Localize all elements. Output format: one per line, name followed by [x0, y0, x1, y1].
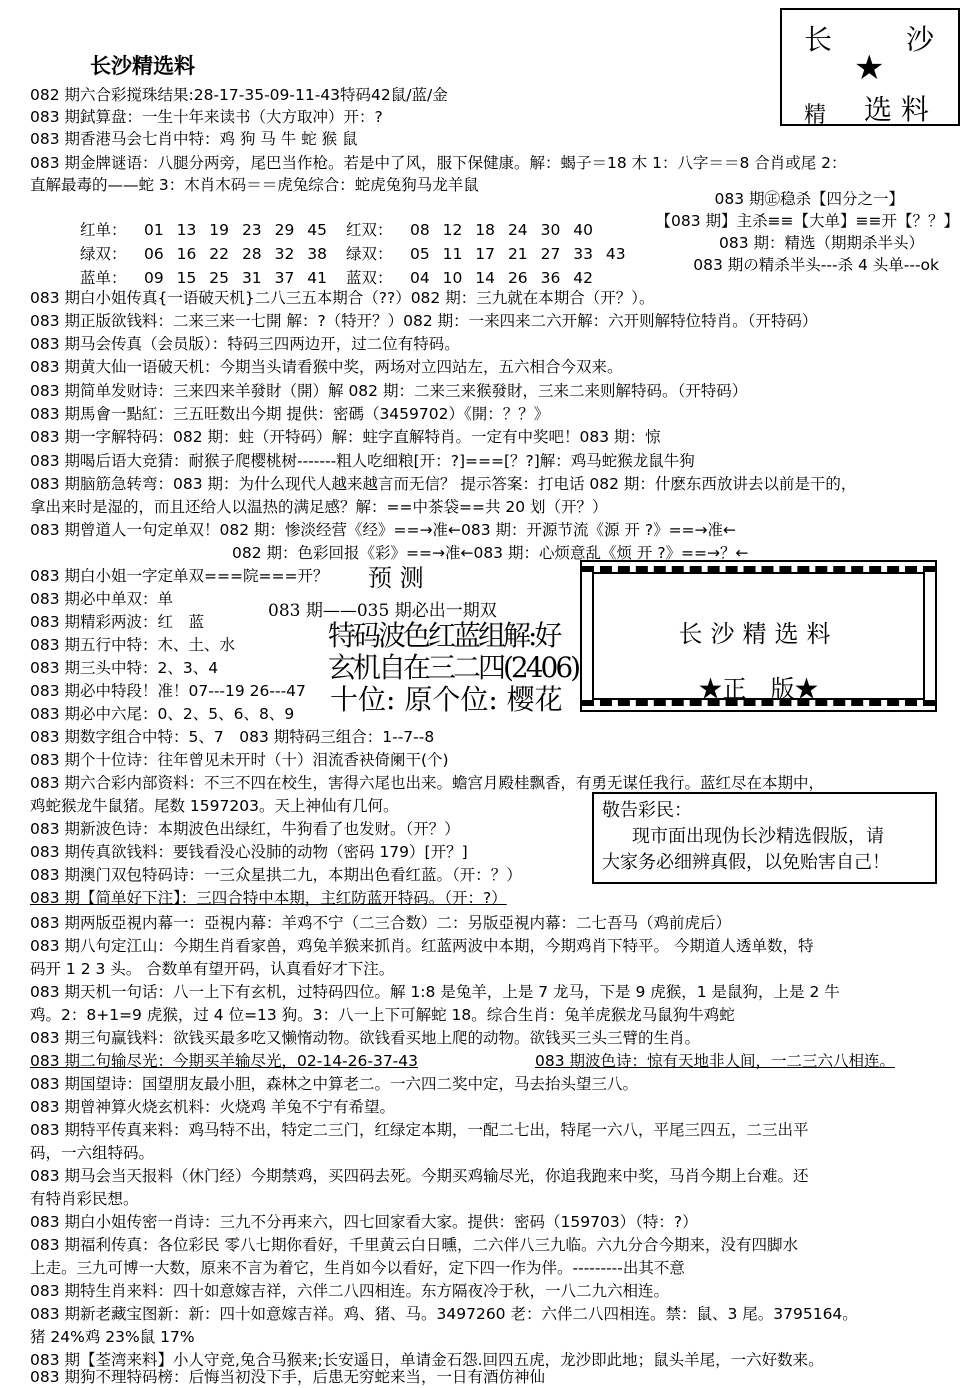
text-line: 083 期六合彩内部资料：不三不四在校生，害得六尾也出来。蟾宫月殿桂飘香，有勇无谋任我行。蓝红尽在本期中， [30, 774, 825, 792]
dual-line-right: 083 期波色诗：惊有天地非人间，一二三六八相连。 [535, 1052, 896, 1070]
text-line: 码，一六组特码。 [30, 1144, 155, 1162]
predict-line: 十位: 原个位: 樱花 [330, 683, 563, 716]
text-line: 083 期五行中特：木、土、水 [30, 636, 236, 654]
color-numbers: 08 12 18 24 30 40 [410, 221, 593, 239]
text-line: 083 期必中单双：单 [30, 590, 174, 608]
warning-box [592, 792, 937, 884]
color-label: 红双： [346, 221, 393, 239]
text-line: 083 期新波色诗：本期波色出绿红，牛狗看了也发财。（开？） [30, 820, 460, 838]
frame-title: 长沙精选料 [678, 620, 839, 648]
text-line: 鸡蛇猴龙牛鼠猪。尾数 1597203。天上神仙有几何。 [30, 797, 399, 815]
text-line: 083 期数字组合中特：5、7 083 期特码三组合：1--7--8 [30, 728, 435, 746]
text-line: 有特肖彩民想。 [30, 1190, 139, 1208]
text-line: 083 期两版亞視内幕一：亞視内幕：羊鸡不宁（二三合数）二：另版亞視内幕：二七吾马（鸡前虎后） [30, 914, 732, 932]
star-icon: ★ [854, 48, 885, 88]
warning-body: 大家务必细辨真假，以免贻害自己！ [602, 852, 890, 873]
color-numbers: 01 13 19 23 29 45 [144, 221, 327, 239]
color-numbers: 05 11 17 21 27 33 43 [410, 245, 626, 263]
text-line: 082 期：色彩回报《彩》==→准←083 期：心烦意乱《烦 开 ?》==→？← [232, 544, 749, 562]
logo-char-bottom-left: 精 [804, 103, 827, 128]
text-line: 083 期曾道人一句定单双！082 期：惨淡经营《经》==→准←083 期：开源节流《源 开 ?》==→准← [30, 521, 737, 539]
predict-line: 083 期——035 期必出一期双 [268, 601, 497, 621]
text-line: 083 期新老藏宝图新：新：四十如意嫁吉祥。鸡、猪、马。3497260 老：六伴二八四相连。禁：鼠、3 尾。3795164。 [30, 1305, 858, 1323]
color-label: 绿双： [80, 245, 127, 263]
text-line: 083 期八句定江山：今期生肖看家兽，鸡兔羊猴来抓肖。红蓝两波中本期，今期鸡肖下特平。 今期道人透单数，特 [30, 937, 814, 955]
text-line: 上走。三九可博一大数，原来不言为着它，生肖如今以看好，定下四一作为伴。---------出其不意 [30, 1259, 685, 1277]
text-line: 083 期特生肖来料：四十如意嫁吉祥，六伴二八四相连。东方隔夜冷于秋，一八二九六相连。 [30, 1282, 670, 1300]
text-line: 083 期喝后语大竞猜：耐猴子爬樱桃树-------粗人吃细粮[开：?]===[？?]解：鸡马蛇猴龙鼠牛狗 [30, 452, 695, 470]
kill-line: 083 期の精杀半头---杀 4 头单---ok [693, 256, 939, 274]
warning-title: 敬告彩民： [602, 800, 692, 821]
text-line: 083 期必中六尾：0、2、5、6、8、9 [30, 705, 295, 723]
text-line: 083 期马会当天报料（休门经）今期禁鸡，买四码去死。今期买鸡输尽光，你追我跑来中奖，马肖今期上台难。还 [30, 1167, 809, 1185]
logo-char-bottom-right: 选 料 [864, 93, 929, 126]
text-line: 083 期精彩两波：红 蓝 [30, 613, 205, 631]
text-line: 083 期白小姐传真{一语破天机}二八三五本期合（??）082 期：三九就在本期合（开？）。 [30, 289, 655, 307]
color-label: 红单： [80, 221, 127, 239]
text-line: 083 期【荃湾来料】小人守竞,兔合马猴来;长安遥日，单请金石怨.回四五虎，龙沙即此地；鼠头羊尾，一六好数来。 [30, 1351, 824, 1369]
frame-subtitle [594, 669, 923, 704]
kill-line: 083 期㊣稳杀【四分之一】 [714, 190, 904, 208]
color-numbers: 06 16 22 28 32 38 [144, 245, 327, 263]
text-line: 083 期传真欲钱料：要钱看没心没肺的动物（密码 179）[开？] [30, 843, 468, 861]
brand-frame [580, 560, 937, 712]
text-line: 083 期鉽算盘：一生十年来读书（大方取冲）开：? [30, 108, 383, 126]
text-line: 083 期脑筋急转弯：083 期：为什么现代人越来越言而无信？ 提示答案：打电话 082 期：什麽东西放讲去以前是干的， [30, 475, 857, 493]
star-icon: ★ [698, 675, 723, 703]
text-line: 083 期金牌谜语：八腿分两旁，尾巴当作枪。若是中了风，服下保健康。解：蝎子＝18 木 1：八字＝＝8 合肖或尾 2： [30, 154, 847, 172]
page-title: 长沙精选料 [90, 54, 195, 78]
text-line: 083 期简单发财诗：三来四来羊發財（開）解 082 期：二来三来猴發財，三来二来则解特码。（开特码） [30, 382, 748, 400]
logo-char-top-right: 沙 [906, 23, 935, 56]
star-icon: ★ [794, 675, 819, 703]
dual-line-left: 083 期二句输尽光：今期买羊输尽光，02-14-26-37-43 [30, 1052, 419, 1070]
text-line: 鸡。2：8+1=9 虎猴，过 4 位=13 狗。3：八一上下可解蛇 18。综合生肖：兔羊虎猴龙马鼠狗牛鸡蛇 [30, 1006, 735, 1024]
text-line: 083 期马会传真（会员版）：特码三四两边开，过二位有特码。 [30, 335, 460, 353]
text-line: 083 期必中特段！准！07---19 26---47 [30, 682, 306, 700]
warning-body: 现市面出现伪长沙精选假版，请 [632, 826, 884, 847]
color-numbers: 09 15 25 31 37 41 [144, 269, 327, 287]
text-line: 083 期三头中特：2、3、4 [30, 659, 219, 677]
kill-line: 【083 期】主杀≡≡【大单】≡≡开【？？】 [655, 212, 959, 230]
text-line: 083 期馬會一點紅：三五旺数出今期 提供：密碼（3459702）《開：？？》 [30, 405, 550, 423]
logo-box [780, 8, 960, 126]
text-line: 猪 24%鸡 23%鼠 17% [30, 1328, 195, 1346]
text-line: 083 期个十位诗：往年曾见未开时（十）泪流香袂倚阑干(个) [30, 751, 449, 769]
color-label: 蓝单： [80, 269, 127, 287]
text-line: 码开 1 2 3 头。 合数单有望开码，认真看好才下注。 [30, 960, 395, 978]
color-grid-right [346, 218, 626, 290]
text-line: 083 期白小姐传密一肖诗：三九不分再来六，四七回家看大家。提供：密码（159703）（特：?） [30, 1213, 698, 1231]
frame-sub-text: 正 版 [722, 675, 795, 703]
predict-line: 特码波色红蓝组解:好 [328, 619, 560, 652]
predict-title: 预 测 [368, 564, 424, 592]
text-line: 直解最毒的——蛇 3：木肖木码＝＝虎兔综合：蛇虎兔狗马龙羊鼠 [30, 176, 479, 194]
color-label: 绿双： [346, 245, 393, 263]
text-line: 083 期香港马会七肖中特：鸡 狗 马 牛 蛇 猴 鼠 [30, 130, 358, 148]
text-line: 083 期曾神算火烧玄机料：火烧鸡 羊兔不宁有希望。 [30, 1098, 395, 1116]
text-line: 083 期三句赢钱料：欲钱买最多吃又懒惰动物。欲钱看买地上爬的动物。欲钱买三头三臂的生肖。 [30, 1029, 701, 1047]
kill-box [656, 188, 959, 276]
color-label: 蓝双： [346, 269, 393, 287]
simple-bet-line: 083 期【简单好下注】：三四合特中本期，主红防蓝开特码。（开：?） [30, 889, 507, 907]
text-line: 083 期正版欲钱料：二来三来一七開 解：?（特开？）082 期：一来四来二六开解：六开则解特位特肖。（开特码） [30, 312, 818, 330]
kill-line: 083 期：精选（期期杀半头） [718, 234, 924, 252]
frame-inner [592, 572, 925, 703]
predict-line: 玄机自在三二四(2406) [328, 651, 579, 684]
text-line: 083 期天机一句话：八一上下有玄机，过特码四位。解 1:8 是兔羊，上是 7 龙马，下是 9 虎猴，1 是鼠狗，上是 2 牛 [30, 983, 840, 1001]
color-numbers: 04 10 14 26 36 42 [410, 269, 593, 287]
color-grid-left [80, 218, 327, 290]
text-line: 083 期一字解特码：082 期：蛀（开特码）解：蛀字直解特肖。一定有中奖吧！083 期：惊 [30, 428, 661, 446]
text-line: 083 期国望诗：国望朋友最小胆，森林之中算老二。一六四二奖中定，马去抬头望三八。 [30, 1075, 639, 1093]
text-line: 083 期狗不理特码榜：后悔当初没下手，后患无穷蛇来当，一日有酒仿神仙 [30, 1368, 546, 1386]
text-line: 083 期澳门双包特码诗：一三众星拱二九，本期出色看红蓝。（开：？） [30, 866, 522, 884]
logo-char-top-left: 长 [804, 23, 833, 56]
text-line: 拿出来时是湿的，而且还给人以温热的满足感？解：==中茶袋==共 20 划（开？） [30, 498, 608, 516]
text-line: 083 期福利传真：各位彩民 零八七期你看好，千里黄云白日曛，二六伴八三九临。六九分合今期来，没有四脚水 [30, 1236, 798, 1254]
text-line: 083 期黄大仙一语破天机：今期当头请看猴中奖，两场对立四站左，五六相合今双来。 [30, 358, 623, 376]
text-line: 082 期六合彩搅珠结果:28-17-35-09-11-43特码42鼠/蓝/金 [30, 86, 448, 104]
text-line: 083 期白小姐一字定单双===院===开？ [30, 567, 329, 585]
text-line: 083 期特平传真来料：鸡马特不出，特定二三门，红绿定本期，一配二七出，特尾一六八，平尾三四五，二三出平 [30, 1121, 809, 1139]
